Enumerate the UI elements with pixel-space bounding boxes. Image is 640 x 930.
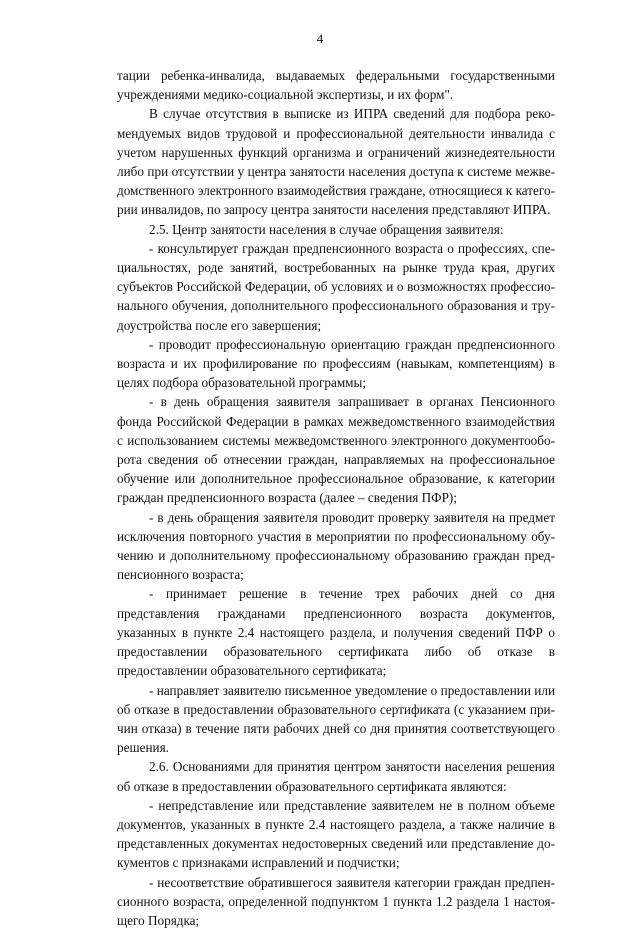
paragraph-orientation: - проводит профессиональную ориентацию граждан предпенсионного возраста и их профилирование по профессиям (навыкам, компетенциям) в целях подбора образовательной программы; xyxy=(117,336,555,391)
paragraph-section-2-5: 2.5. Центр занятости населения в случае обращения заявителя: xyxy=(149,221,504,237)
paragraph-section-2-6: 2.6. Основаниями для принятия центром занятости населения решения об отказе в предоставлении образовательного сертификата являются: xyxy=(117,759,555,794)
paragraph-decision: - принимает решение в течение трех рабочих дней со дня представления гражданами предпенсионного возраста документов, указанных в пункте 2.4 настоящего раздела, и получения сведений ПФР о предоставлении образовательного сертификата либо об отказе в предоставлении образовательного сертификата; xyxy=(117,586,555,679)
paragraph-notification: - направляет заявителю письменное уведомление о предоставлении или об отказе в предоставлении образовательного сертификата (с указанием причин отказа) в течение пяти рабочих дней со дня принятия соответствующего решения. xyxy=(117,682,555,756)
page-number: 4 xyxy=(316,31,324,46)
paragraph-consults: - консультирует граждан предпенсионного возраста о профессиях, специальностях, роде занятий, востребованных на рынке труда края, других субъектов Российской Федерации, об условиях и о возможностях профессионального обучения, дополнительного профессионального образования и трудоустройства после его завершения; xyxy=(117,240,555,333)
paragraph-participation-check: - в день обращения заявителя проводит проверку заявителя на предмет исключения повторного участия в мероприятии по профессиональному обучению и дополнительному профессиональному образованию граждан предпенсионного возраста; xyxy=(117,509,555,583)
paragraph-documents-failure: - непредставление или представление заявителем не в полном объеме документов, указанных в пункте 2.4 настоящего раздела, а также наличие в представленных документах недостоверных сведений или представление документов с признаками исправлений и подчистки; xyxy=(117,797,555,871)
paragraph-ipra-absence: В случае отсутствия в выписке из ИПРА сведений для подбора рекомендуемых видов трудовой и профессиональной деятельности инвалида с учетом нарушенных функций организма и ограничений жизнедеятельности либо при отсутствии у центра занятости населения доступа к системе межведомственного электронного взаимодействия граждане, относящиеся к категории инвалидов, по запросу центра занятости населения представляют ИПРА. xyxy=(117,106,555,218)
paragraph-category-mismatch: - несоответствие обратившегося заявителя категории граждан предпенсионного возраста, определенной подпунктом 1 пункта 1.2 раздела 1 настоящего Порядка; xyxy=(117,874,555,928)
paragraph-pfr-request: - в день обращения заявителя запрашивает в органах Пенсионного фонда Российской Федерации в рамках межведомственного взаимодействия с использованием системы межведомственного электронного документооборота сведения об отнесении граждан, направляемых на профессиональное обучение или дополнительное профессиональное образование, к категории граждан предпенсионного возраста (далее – сведения ПФР); xyxy=(117,394,555,506)
document-body xyxy=(117,66,555,930)
paragraph-continuation: тации ребенка-инвалида, выдаваемых федеральными государственными учреждениями медико-социальной экспертизы, и их форм". xyxy=(117,68,555,103)
